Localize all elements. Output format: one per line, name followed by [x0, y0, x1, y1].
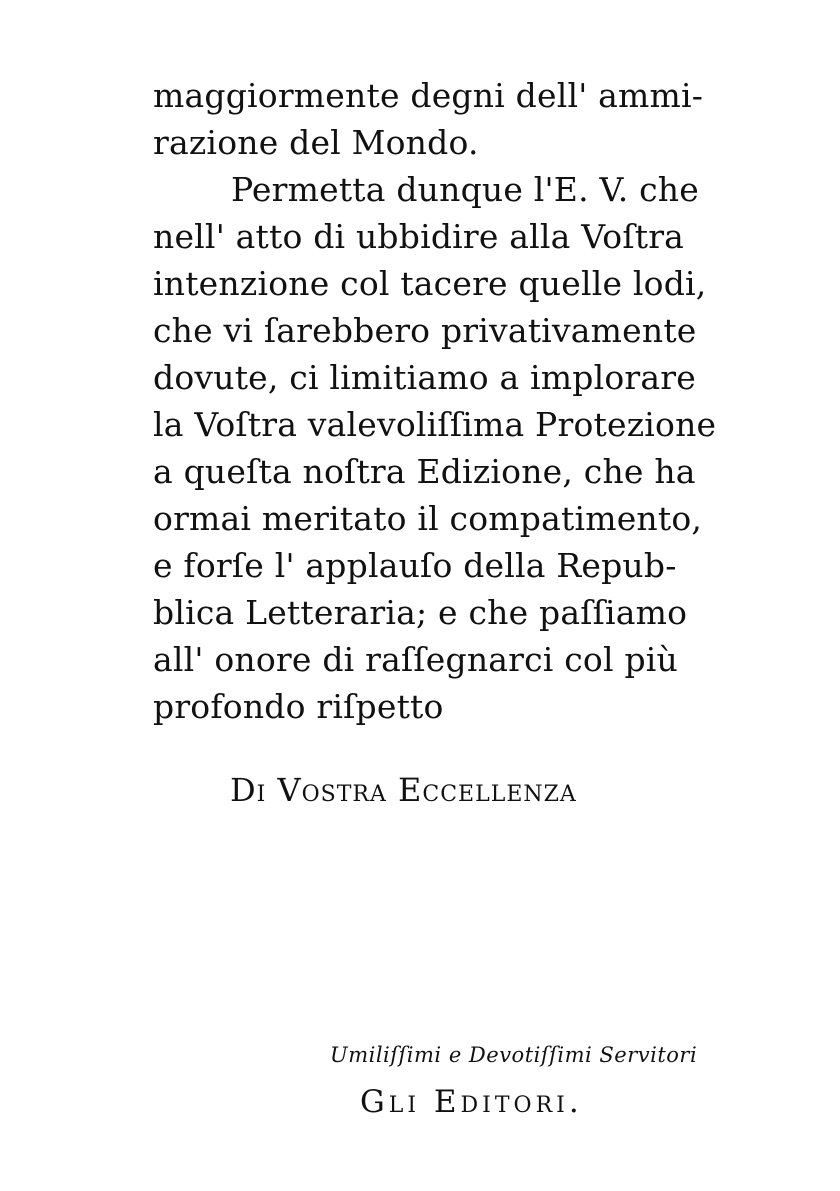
- text-line-6: che vi ſarebbero privativamente: [153, 311, 697, 350]
- text-line-7: dovute, ci limitiamo a implorare: [153, 358, 696, 397]
- text-line-4: nell' atto di ubbidire alla Voſtra: [153, 217, 685, 256]
- text-line-1: maggiormente degni dell' ammi-: [153, 76, 704, 115]
- text-line-9: a queſta noſtra Edizione, che ha: [153, 452, 696, 491]
- text-line-2: razione del Mondo.: [153, 123, 479, 162]
- text-line-11: e forſe l' applauſo della Repub-: [153, 546, 677, 585]
- text-line-3: Permetta dunque l'E. V. che: [231, 170, 699, 209]
- closing-salutation: Di Vostra Eccellenza: [230, 771, 577, 809]
- text-line-8: la Voſtra valevoliſſima Protezione: [153, 405, 717, 444]
- text-line-10: ormai meritato il compatimento,: [153, 499, 703, 538]
- body-paragraph: [153, 72, 717, 730]
- text-line-13: all' onore di raſſegnarci col più: [153, 640, 678, 679]
- signature: Gli Editori.: [360, 1084, 583, 1120]
- text-line-5: intenzione col tacere quelle lodi,: [153, 264, 707, 303]
- subscription-line: Umiliſſimi e Devotiſſimi Servitori: [330, 1043, 698, 1067]
- text-line-12: blica Letteraria; e che paſſiamo: [153, 593, 688, 632]
- text-line-14: profondo riſpetto: [153, 687, 444, 726]
